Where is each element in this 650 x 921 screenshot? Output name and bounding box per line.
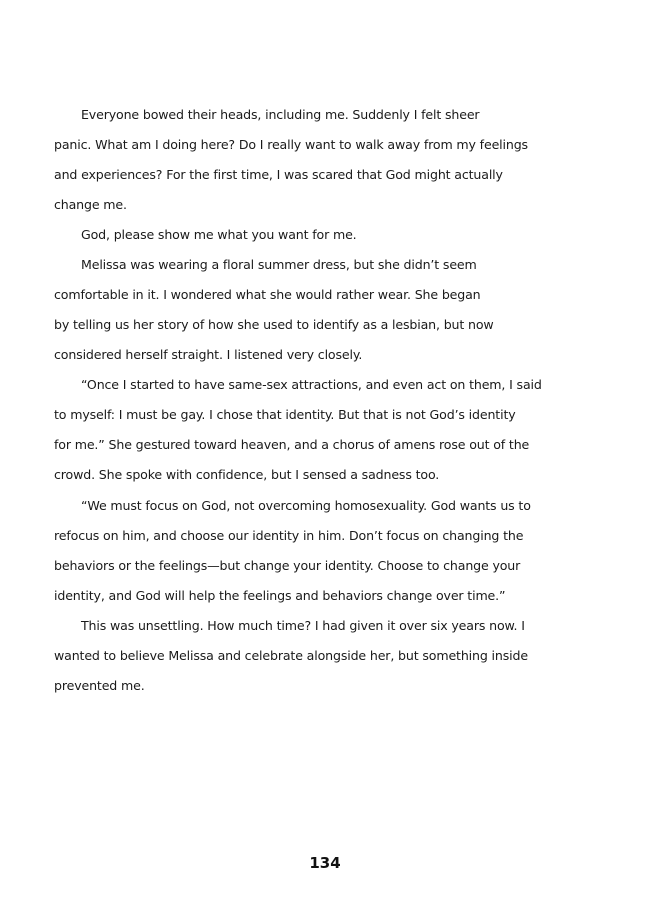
text-line: “Once I started to have same-sex attractions, and even act on them, I said (81, 377, 542, 392)
text-line: change me. (54, 197, 127, 212)
text-line: and experiences? For the first time, I was scared that God might actually (54, 167, 503, 182)
text-line: for me.” She gestured toward heaven, and a chorus of amens rose out of the (54, 437, 530, 452)
text-line: panic. What am I doing here? Do I really want to walk away from my feelings (54, 137, 528, 152)
text-line: considered herself straight. I listened very closely. (54, 347, 363, 362)
text-line: to myself: I must be gay. I chose that identity. But that is not God’s identity (54, 407, 516, 422)
text-line: comfortable in it. I wondered what she would rather wear. She began (54, 287, 481, 302)
text-line: behaviors or the feelings—but change your identity. Choose to change your (54, 558, 521, 573)
text-line: prevented me. (54, 678, 145, 693)
text-line: refocus on him, and choose our identity in him. Don’t focus on changing the (54, 528, 524, 543)
text-line: by telling us her story of how she used to identify as a lesbian, but now (54, 317, 494, 332)
text-line: identity, and God will help the feelings and behaviors change over time.” (54, 588, 506, 603)
text-line: “We must focus on God, not overcoming homosexuality. God wants us to (81, 498, 531, 513)
text-line: God, please show me what you want for me. (81, 227, 357, 242)
text-line: Melissa was wearing a floral summer dress, but she didn’t seem (81, 257, 477, 272)
text-line: Everyone bowed their heads, including me. Suddenly I felt sheer (81, 107, 480, 122)
text-line: wanted to believe Melissa and celebrate alongside her, but something inside (54, 648, 528, 663)
page-number: 134 (309, 854, 341, 872)
text-line: crowd. She spoke with confidence, but I sensed a sadness too. (54, 467, 440, 482)
text-line: This was unsettling. How much time? I had given it over six years now. I (81, 618, 525, 633)
